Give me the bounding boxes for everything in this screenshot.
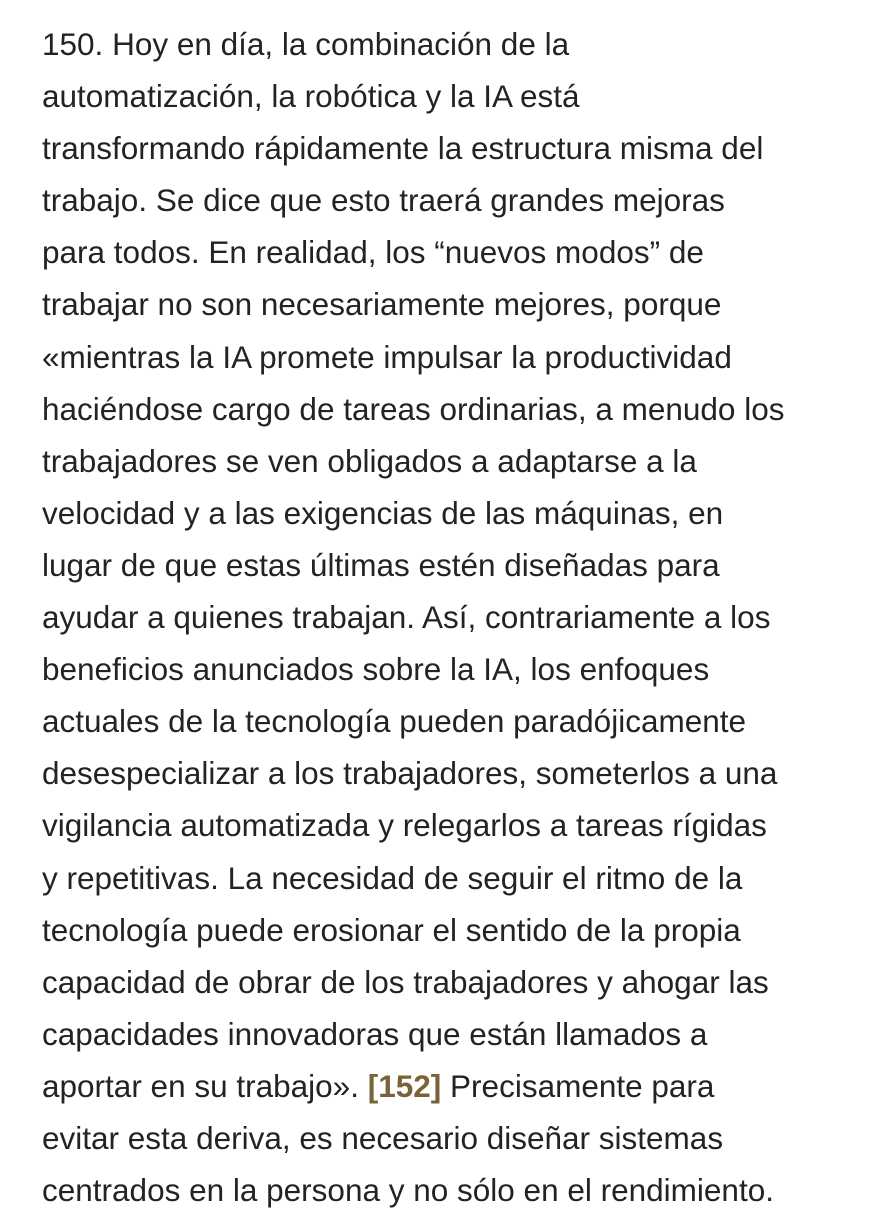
text-line: lugar de que estas últimas estén diseñadas para (42, 546, 720, 583)
text-line: para todos. En realidad, los “nuevos modos” de (42, 234, 704, 271)
text-line: y repetitivas. La necesidad de seguir el ritmo de la (42, 859, 743, 896)
text-before-footnote: aportar en su trabajo». (42, 1067, 359, 1104)
text-line: evitar esta deriva, es necesario diseñar sistemas (42, 1119, 724, 1156)
paragraph-150 (42, 18, 852, 1216)
text-line: trabajar no son necesariamente mejores, porque (42, 286, 722, 323)
text-line (42, 18, 852, 70)
footnote-link-152[interactable]: [152] (367, 1067, 442, 1104)
text-line-content: Hoy en día, la combinación de la (112, 26, 570, 62)
text-line: trabajadores se ven obligados a adaptarse a la (42, 442, 697, 479)
text-line: tecnología puede erosionar el sentido de la propia (42, 911, 741, 948)
text-line: «mientras la IA promete impulsar la productividad (42, 338, 732, 375)
text-line: transformando rápidamente la estructura misma del (42, 130, 764, 167)
text-line: vigilancia automatizada y relegarlos a tareas rígidas (42, 807, 767, 844)
text-line: capacidades innovadoras que están llamados a (42, 1015, 708, 1052)
text-line: capacidad de obrar de los trabajadores y ahogar las (42, 963, 769, 1000)
text-line: actuales de la tecnología pueden paradójicamente (42, 703, 747, 740)
text-line: haciéndose cargo de tareas ordinarias, a menudo los (42, 390, 785, 427)
text-line (42, 1060, 852, 1112)
text-line: velocidad y a las exigencias de las máquinas, en (42, 494, 724, 531)
text-line: trabajo. Se dice que esto traerá grandes mejoras (42, 182, 725, 219)
text-line: beneficios anunciados sobre la IA, los enfoques (42, 651, 710, 688)
text-line: ayudar a quienes trabajan. Así, contrariamente a los (42, 599, 771, 636)
text-after-footnote: Precisamente para (450, 1067, 715, 1104)
text-line: desespecializar a los trabajadores, someterlos a una (42, 755, 778, 792)
text-line: automatización, la robótica y la IA está (42, 78, 580, 115)
paragraph-number: 150. (42, 26, 104, 62)
text-line: centrados en la persona y no sólo en el rendimiento. (42, 1172, 774, 1209)
